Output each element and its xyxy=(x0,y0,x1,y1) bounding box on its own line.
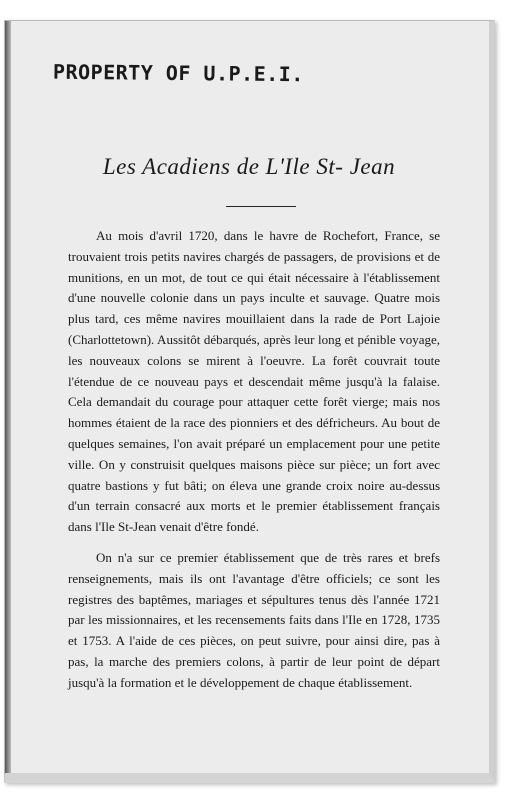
document-page xyxy=(4,20,495,783)
page-edge-shadow xyxy=(5,21,11,773)
title-divider xyxy=(226,206,296,207)
paragraph: Au mois d'avril 1720, dans le havre de Rochefort, France, se trouvaient trois petits navires chargés de passagers, de provisions et de munitions, en un mot, de tout ce qui était nécessaire à l'établissement d'une nouvelle colonie dans un pays inculte et sauvage. Quatre mois plus tard, ces même navires mouillaient dans la rade de Port Lajoie (Charlottetown). Aussitôt débarqués, après leur long et pénible voyage, les nouveaux colons se mirent à l'oeuvre. La forêt couvrait toute l'étendue de ce nouveau pays et descendait même jusqu'à la falaise. Cela demandait du courage pour attaquer cette forêt vierge; mais nos hommes étaient de la race des pionniers et des défricheurs. Au bout de quelques semaines, l'on avait préparé un emplacement pour une petite ville. On y construisit quelques maisons pièce sur pièce; un fort avec quatre bastions y fut bâti; on éleva une grande croix noire au-dessus d'un terrain consacré aux morts et le premier établissement français dans l'Ile St-Jean venait d'être fondé. xyxy=(68,228,440,535)
ownership-stamp: PROPERTY OF U.P.E.I. xyxy=(52,59,304,87)
paragraph: On n'a sur ce premier établissement que de très rares et brefs renseignements, mais ils ont l'avantage d'être officiels; ce sont les registres des baptêmes, mariages et sépultures tenus dès l'année 1721 par les missionnaires, et les recensements faits dans l'Ile en 1728, 1735 et 1753. A l'aide de ces pièces, on peut suivre, pour ainsi dire, pas à pas, la marche des premiers colons, à partir de leur point de départ jusqu'à la formation et le développement de chaque établissement. xyxy=(68,549,440,690)
document-body xyxy=(68,226,440,694)
document-title: Les Acadiens de L'Ile St- Jean xyxy=(102,154,396,179)
